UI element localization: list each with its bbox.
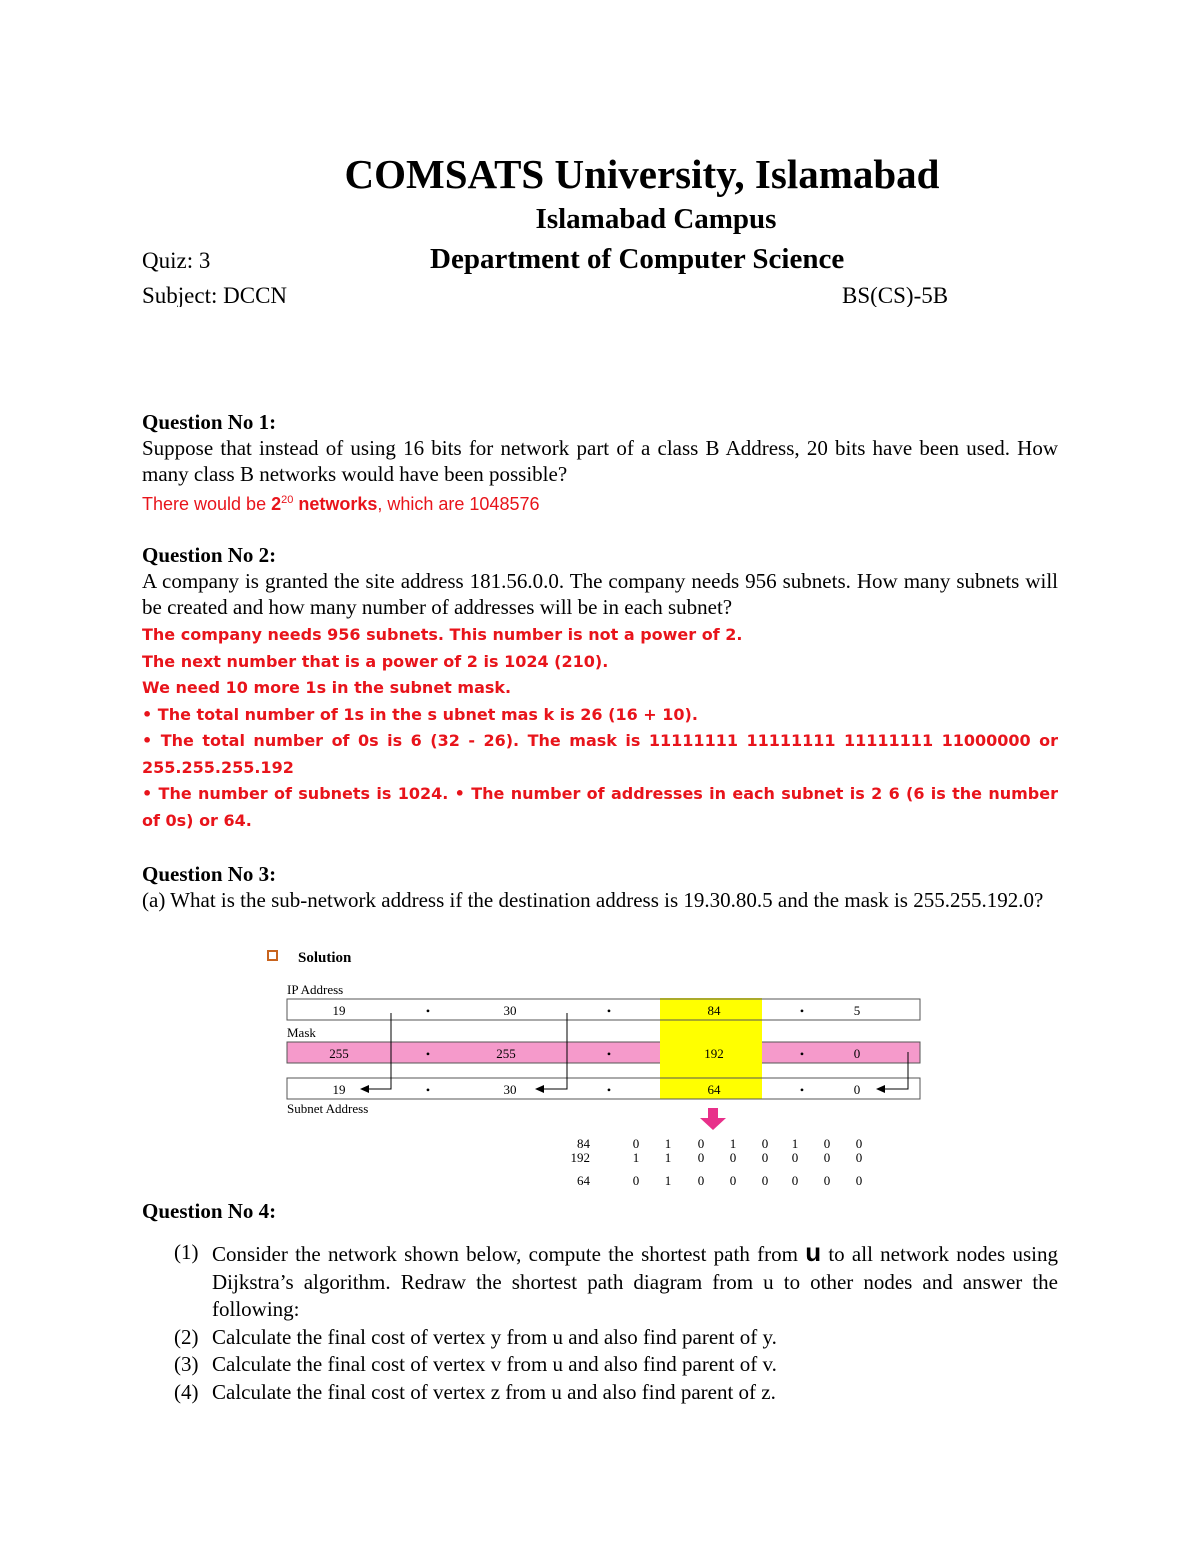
question-4 xyxy=(142,1199,1058,1224)
bit: 0 xyxy=(729,1150,737,1165)
answer-2-line: • The total number of 1s in the s ubnet mas k is 26 (16 + 10). xyxy=(142,704,698,724)
answer-1-exponent: 20 xyxy=(281,494,294,506)
ip-dot: • xyxy=(425,1004,431,1018)
mask-octet: 0 xyxy=(853,1046,861,1061)
subnet-dot: • xyxy=(425,1083,431,1097)
question-4-heading: Question No 4: xyxy=(142,1199,277,1223)
answer-1-post: , which are 1048576 xyxy=(377,494,540,514)
list-item xyxy=(174,1324,1058,1352)
bit: 1 xyxy=(664,1150,672,1165)
arrowheads xyxy=(360,1085,885,1093)
subnet-octet: 30 xyxy=(503,1082,517,1097)
bit: 0 xyxy=(761,1136,769,1151)
binary-label: 64 xyxy=(577,1173,590,1188)
answer-1-bold: networks xyxy=(293,494,378,514)
list-item-text: Calculate the final cost of vertex v from u and also find parent of v. xyxy=(212,1352,777,1376)
subnet-octet: 19 xyxy=(332,1082,346,1097)
bit: 0 xyxy=(855,1173,863,1188)
answer-2-line: • The total number of 0s is 6 (32 - 26). The mask is 11111111 11111111 11111111 11000000 or 255.255.255.192 xyxy=(142,731,1058,777)
mask-band xyxy=(287,1042,920,1063)
binary-label: 84 xyxy=(577,1136,590,1151)
bit: 0 xyxy=(632,1136,640,1151)
solution-bullet-icon xyxy=(268,951,277,960)
mask-octet: 255 xyxy=(329,1046,349,1061)
list-item-text xyxy=(212,1239,1058,1324)
subnet-octet: 0 xyxy=(853,1082,861,1097)
source-node: u xyxy=(805,1237,822,1267)
answer-2-line: We need 10 more 1s in the subnet mask. xyxy=(142,678,512,697)
subnet-dot: • xyxy=(799,1083,805,1097)
answer-1-base: 2 xyxy=(271,494,282,514)
list-item-number: (1) xyxy=(174,1240,199,1264)
campus-title: Islamabad Campus xyxy=(535,203,777,235)
bit: 1 xyxy=(729,1136,737,1151)
subnet-octet: 64 xyxy=(707,1082,721,1097)
question-3-text: (a) What is the sub-network address if the destination address is 19.30.80.5 and the mask is 255.255.192.0? xyxy=(142,888,1044,912)
ip-octet: 84 xyxy=(707,1003,721,1018)
mask-dot: • xyxy=(606,1047,612,1061)
mask-label: Mask xyxy=(287,1025,316,1040)
question-2-heading: Question No 2: xyxy=(142,543,277,567)
university-title: COMSATS University, Islamabad xyxy=(344,151,940,197)
mask-dot: • xyxy=(799,1047,805,1061)
list-item xyxy=(174,1239,1058,1324)
subnet-dot: • xyxy=(606,1083,612,1097)
answer-2-line: The next number that is a power of 2 is 1024 (210). xyxy=(142,651,609,671)
bit: 0 xyxy=(823,1173,831,1188)
bit: 0 xyxy=(761,1173,769,1188)
binary-table xyxy=(571,1136,863,1188)
ip-dot: • xyxy=(799,1004,805,1018)
ip-octet: 30 xyxy=(503,1003,517,1018)
mask-octet: 255 xyxy=(496,1046,516,1061)
question-1-text: Suppose that instead of using 16 bits for network part of a class B Address, 20 bits have been used. How many class B networks would have been possible? xyxy=(142,436,1058,486)
binary-label: 192 xyxy=(570,1150,590,1165)
question-1-heading: Question No 1: xyxy=(142,410,277,434)
class-section: BS(CS)-5B xyxy=(842,283,949,307)
bit: 1 xyxy=(791,1136,799,1151)
list-item xyxy=(174,1351,1058,1379)
bit: 1 xyxy=(632,1150,640,1165)
list-item-text: Calculate the final cost of vertex z from u and also find parent of z. xyxy=(212,1379,776,1404)
solution-label: Solution xyxy=(298,950,352,966)
bit: 1 xyxy=(664,1173,672,1188)
list-item-text: Calculate the final cost of vertex y from u and also find parent of y. xyxy=(212,1324,777,1349)
department-title: Department of Computer Science xyxy=(430,243,845,275)
quiz-number: Quiz: 3 xyxy=(142,248,211,273)
bit: 0 xyxy=(791,1150,799,1165)
bit: 1 xyxy=(664,1136,672,1151)
ip-octet: 5 xyxy=(853,1003,861,1018)
question-4-list xyxy=(174,1239,1058,1406)
bit: 0 xyxy=(823,1150,831,1165)
answer-2-line: • The number of subnets is 1024. • The number of addresses in each subnet is 2 6 (6 is the number of 0s) or 64. xyxy=(142,784,1058,830)
list-item-number: (2) xyxy=(174,1324,199,1349)
bit: 0 xyxy=(761,1150,769,1165)
question-2-text: A company is granted the site address 181.56.0.0. The company needs 956 subnets. How many subnets will be created and how many number of addresses will be in each subnet? xyxy=(142,569,1058,619)
subject-label: Subject: DCCN xyxy=(142,283,288,307)
bit: 0 xyxy=(697,1150,705,1165)
answer-1-pre: There would be xyxy=(142,494,272,514)
bit: 0 xyxy=(823,1136,831,1151)
ip-octet: 19 xyxy=(332,1003,346,1018)
mask-dot: • xyxy=(425,1047,431,1061)
ip-address-label: IP Address xyxy=(287,982,344,997)
bit: 0 xyxy=(855,1136,863,1151)
bit: 0 xyxy=(697,1136,705,1151)
bit: 0 xyxy=(632,1173,640,1188)
bit: 0 xyxy=(729,1173,737,1188)
down-arrow-icon xyxy=(700,1108,726,1130)
bit: 0 xyxy=(791,1173,799,1188)
bit: 0 xyxy=(697,1173,705,1188)
item-1-post: to all network nodes using Dijkstra’s algorithm. Redraw the shortest path diagram from u to other nodes and answer the following: xyxy=(212,1242,1058,1321)
ip-dot: • xyxy=(606,1004,612,1018)
answer-2-line: The company needs 956 subnets. This number is not a power of 2. xyxy=(142,625,743,644)
ip-row-box xyxy=(287,999,920,1020)
subnet-address-label: Subnet Address xyxy=(287,1101,369,1116)
list-item-number: (3) xyxy=(174,1352,199,1376)
mask-octet: 192 xyxy=(704,1046,724,1061)
list-item-number: (4) xyxy=(174,1379,199,1404)
bit: 0 xyxy=(855,1150,863,1165)
question-3-heading: Question No 3: xyxy=(142,862,277,886)
list-item xyxy=(174,1379,1058,1407)
item-1-pre: Consider the network shown below, compute the shortest path from xyxy=(212,1242,806,1266)
